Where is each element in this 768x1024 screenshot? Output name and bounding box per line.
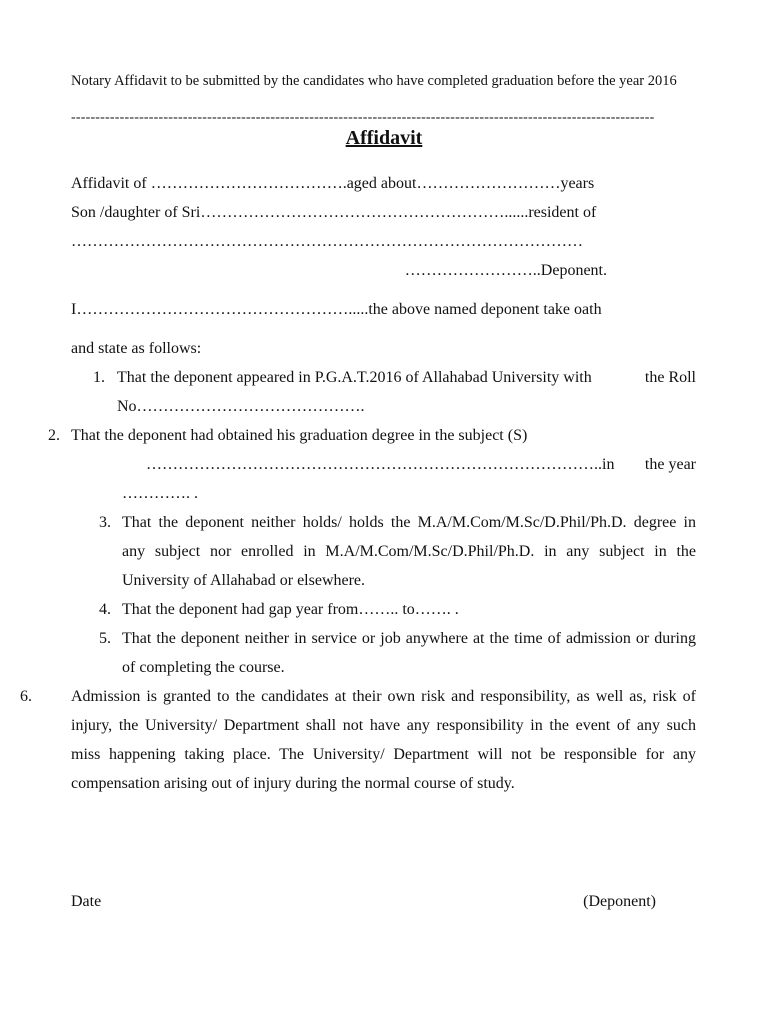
item-6-line-a: Admission is granted to the candidates at their own risk and responsibility, as well as, risk of (71, 688, 696, 705)
intro-line-5: I…………………………………………….....the above named deponent take oath (71, 301, 602, 318)
item-5-line-a: That the deponent neither in service or job anywhere at the time of admission or during (122, 630, 696, 647)
item-1-number: 1. (93, 369, 105, 386)
item-3-line-b: any subject nor enrolled in M.A/M.Com/M.Sc/D.Phil/Ph.D. in any subject in the (122, 543, 696, 560)
item-5-line-b: of completing the course. (122, 659, 285, 676)
item-4-line-a: That the deponent had gap year from…….. to……. . (122, 601, 459, 618)
intro-line-6: and state as follows: (71, 340, 202, 357)
item-1-line-a-left: That the deponent appeared in P.G.A.T.2016 of Allahabad University with (117, 369, 592, 386)
deponent-label: (Deponent) (583, 893, 656, 910)
item-6-line-b: injury, the University/ Department shall not have any responsibility in the event of any such (71, 717, 696, 734)
header-divider: ------------------------------------------------------------------------------------------------------------------------ (71, 110, 655, 125)
item-1-line-a-right: the Roll (644, 369, 696, 386)
header-note: Notary Affidavit to be submitted by the candidates who have completed graduation before the year 2016 (71, 73, 677, 89)
intro-line-4: ……………………..Deponent. (404, 262, 607, 279)
item-6-line-c: miss happening taking place. The University/ Department will not be responsible for any (71, 746, 696, 763)
item-1-line-a (117, 368, 696, 388)
intro-line-2: Son /daughter of Sri…………………………………………………......resident of (71, 204, 597, 221)
item-2-line-a: That the deponent had obtained his graduation degree in the subject (S) (71, 427, 528, 444)
item-2-line-b-left: …………………………………………………………………………..in (146, 456, 615, 473)
intro-line-1: Affidavit of ……………………………….aged about………………………years (71, 175, 595, 192)
date-label: Date (71, 893, 102, 910)
item-3-line-a: That the deponent neither holds/ holds the M.A/M.Com/M.Sc/D.Phil/Ph.D. degree in (122, 514, 696, 531)
intro-line-3: …………………………………………………………………………………… (71, 233, 583, 250)
item-6-number: 6. (20, 688, 32, 705)
item-3-line-c: University of Allahabad or elsewhere. (122, 572, 366, 589)
item-5-number: 5. (99, 630, 111, 647)
item-2-line-b (146, 455, 696, 475)
item-2-line-c: …………. . (122, 485, 198, 502)
page-title: Affidavit (345, 127, 423, 149)
item-1-line-b: No……………………………………. (117, 398, 365, 415)
item-2-number: 2. (48, 427, 60, 444)
item-4-number: 4. (99, 601, 111, 618)
item-6-line-d: compensation arising out of injury during the normal course of study. (71, 775, 515, 792)
item-3-number: 3. (99, 514, 111, 531)
item-2-line-b-right: the year (644, 456, 696, 473)
